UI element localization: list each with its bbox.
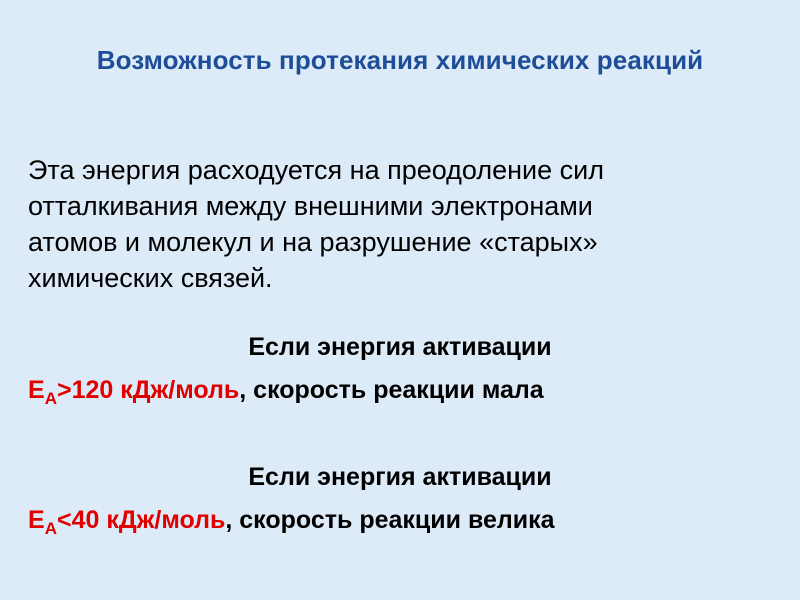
formula-line <box>28 376 772 409</box>
block-heading: Если энергия активации <box>248 463 552 491</box>
formula-symbol: E <box>28 376 45 404</box>
body-paragraph <box>28 152 772 296</box>
activation-energy-block-low <box>28 463 772 539</box>
formula-tail: , скорость реакции велика <box>225 506 555 534</box>
paragraph <box>28 152 772 296</box>
block-heading: Если энергия активации <box>248 333 552 361</box>
formula-condition: >120 кДж/моль <box>56 376 240 404</box>
page-title: Возможность протекания химических реакций <box>96 45 704 75</box>
formula-condition: <40 кДж/моль <box>56 506 226 534</box>
paragraph-line: отталкивания между внешними электронами <box>28 191 593 221</box>
activation-energy-block-high <box>28 333 772 409</box>
formula-subscript: A <box>44 519 57 538</box>
formula-symbol: E <box>28 506 45 534</box>
formula-tail: , скорость реакции мала <box>239 376 544 404</box>
paragraph-line: Эта энергия расходуется на преодоление сил <box>28 155 604 185</box>
paragraph-line: химических связей. <box>28 263 273 293</box>
formula-subscript: A <box>44 389 57 408</box>
paragraph-line: атомов и молекул и на разрушение «старых» <box>28 227 598 257</box>
formula-line <box>28 506 772 539</box>
